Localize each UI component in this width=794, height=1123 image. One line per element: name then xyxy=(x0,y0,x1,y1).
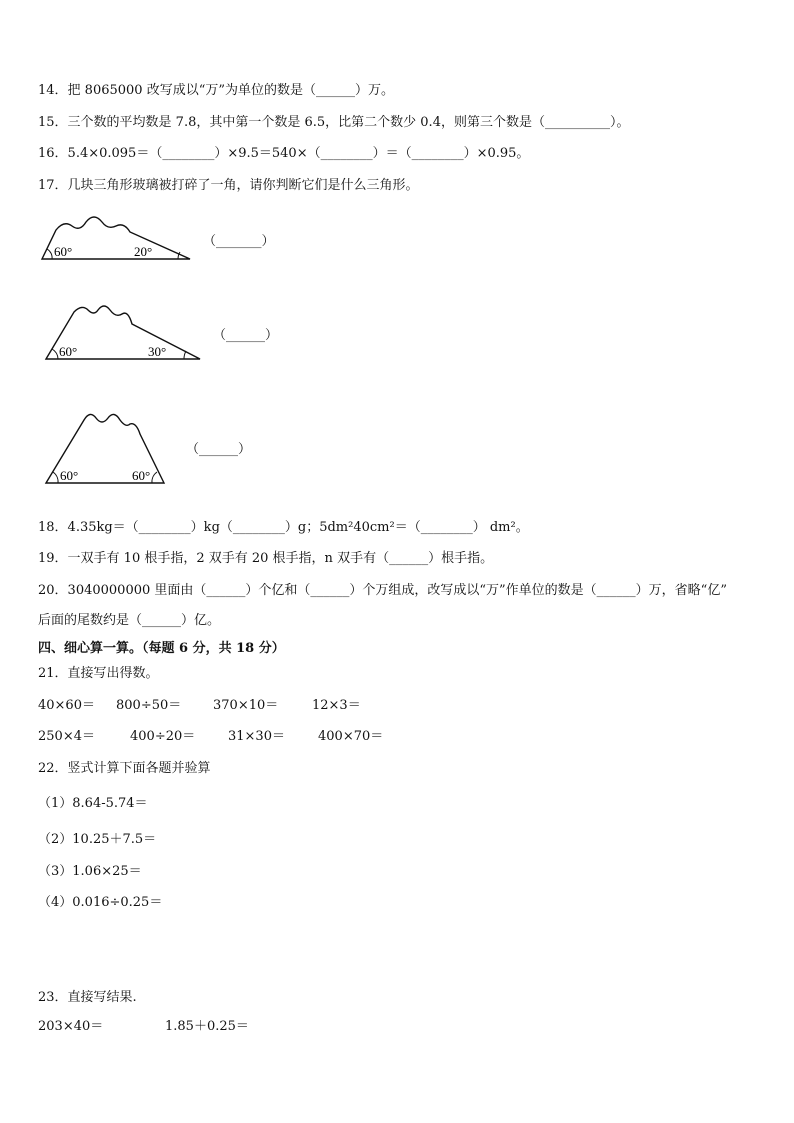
q21-item-1: 40×60＝ xyxy=(38,698,95,713)
q21-item-8: 400×70＝ xyxy=(318,729,384,744)
triangle-2-answer: （______） xyxy=(213,328,279,343)
triangle-1-angle-left: 60° xyxy=(54,244,73,259)
triangle-3-angle-left: 60° xyxy=(60,468,79,483)
question-18: 18．4.35kg＝（________）kg（________）g；5dm²40cm²＝（________） dm²。 xyxy=(38,520,529,535)
q21-item-6: 400÷20＝ xyxy=(130,729,196,744)
triangle-2-drawing xyxy=(40,300,205,364)
question-20-line-2: 后面的尾数约是（______）亿。 xyxy=(38,613,221,628)
question-14: 14．把 8065000 改写成以“万”为单位的数是（______）万。 xyxy=(38,83,394,98)
triangle-figure-3 xyxy=(40,408,170,486)
triangle-3-drawing xyxy=(40,408,170,486)
q22-item-3: （3）1.06×25＝ xyxy=(38,864,142,879)
question-16: 16．5.4×0.095＝（________）×9.5＝540×（________）＝（________）×0.95。 xyxy=(38,146,530,161)
q22-item-4: （4）0.016÷0.25＝ xyxy=(38,895,163,910)
triangle-3-angle-right: 60° xyxy=(132,468,151,483)
triangle-2-angle-right: 30° xyxy=(148,344,167,359)
triangle-1-drawing xyxy=(38,212,198,266)
question-15: 15．三个数的平均数是 7.8，其中第一个数是 6.5，比第二个数少 0.4，则第三个数是（__________）。 xyxy=(38,115,630,130)
question-19: 19．一双手有 10 根手指，2 双手有 20 根手指，n 双手有（______）根手指。 xyxy=(38,551,494,566)
triangle-3-answer: （______） xyxy=(186,442,252,457)
triangle-figure-1 xyxy=(38,212,198,266)
q21-item-3: 370×10＝ xyxy=(213,698,279,713)
triangle-1-answer: （_______） xyxy=(203,234,275,249)
triangle-figure-2 xyxy=(40,300,205,364)
q22-item-2: （2）10.25＋7.5＝ xyxy=(38,832,157,847)
question-22: 22．竖式计算下面各题并验算 xyxy=(38,761,211,776)
q21-item-5: 250×4＝ xyxy=(38,729,95,744)
q21-item-4: 12×3＝ xyxy=(312,698,361,713)
question-21: 21．直接写出得数。 xyxy=(38,666,159,681)
q21-item-7: 31×30＝ xyxy=(228,729,285,744)
q23-item-1: 203×40＝ xyxy=(38,1019,104,1034)
question-17: 17．几块三角形玻璃被打碎了一角，请你判断它们是什么三角形。 xyxy=(38,178,419,193)
question-20-line-1: 20．3040000000 里面由（______）个亿和（______）个万组成，改写成以“万”作单位的数是（______）万，省略“亿” xyxy=(38,583,727,598)
q23-item-2: 1.85＋0.25＝ xyxy=(165,1019,249,1034)
q22-item-1: （1）8.64-5.74＝ xyxy=(38,796,148,811)
question-23: 23．直接写结果. xyxy=(38,990,137,1005)
triangle-1-angle-right: 20° xyxy=(134,244,153,259)
triangle-2-angle-left: 60° xyxy=(59,344,78,359)
section-4-heading: 四、细心算一算。（每题 6 分，共 18 分） xyxy=(38,641,285,656)
q21-item-2: 800÷50＝ xyxy=(116,698,182,713)
